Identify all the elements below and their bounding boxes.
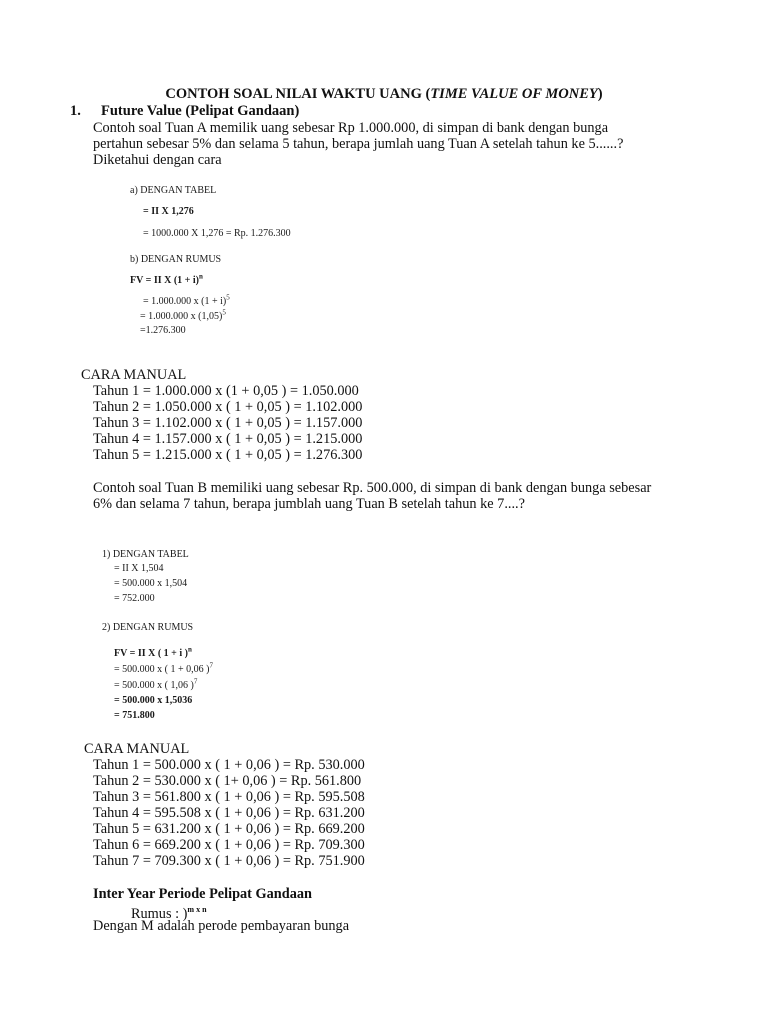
tabel-b-line-3: = 752.000 [114, 593, 155, 604]
rumus-line: Rumus : )$^{m x n}$ [131, 905, 207, 922]
manual-b-line-4: Tahun 4 = 595.508 x ( 1 + 0,06 ) = Rp. 631.200 [93, 805, 365, 821]
rumus-b-line-3: = 500.000 x ( 1,06 )$^7$ [114, 677, 198, 691]
rumus-a-line-2: = 1.000.000 x $(1 + i)^5$ [143, 293, 230, 307]
rumus-a-line-4: =1.276.300 [140, 325, 186, 336]
manual-b-line-3: Tahun 3 = 561.800 x ( 1 + 0,06 ) = Rp. 595.508 [93, 789, 365, 805]
rumus-b-fv: FV = II X ( 1 + i )$^n$ [114, 645, 192, 659]
rumus-b-line-2: = 500.000 x ( 1 + 0,06 )$^7$ [114, 661, 213, 675]
tabel-b-line-1: = II X 1,504 [114, 563, 164, 574]
problem-a-line-1: Contoh soal Tuan A memilik uang sebesar Rp 1.000.000, di simpan di bank dengan bunga [93, 120, 609, 136]
manual-a-line-5: Tahun 5 = 1.215.000 x ( 1 + 0,05 ) = 1.276.300 [93, 447, 363, 463]
problem-a-line-3: Diketahui dengan cara [93, 152, 222, 168]
m-note: Dengan M adalah perode pembayaran bunga [93, 918, 350, 934]
manual-a-line-4: Tahun 4 = 1.157.000 x ( 1 + 0,05 ) = 1.215.000 [93, 431, 363, 447]
tabel-a-line-2: = 1000.000 X 1,276 = Rp. 1.276.300 [143, 228, 291, 239]
rumus-a-label: b) DENGAN RUMUS [130, 254, 222, 265]
manual-b-line-2: Tahun 2 = 530.000 x ( 1+ 0,06 ) = Rp. 561.800 [93, 773, 362, 789]
problem-a-line-2: pertahun sebesar 5% dan selama 5 tahun, berapa jumlah uang Tuan A setelah tahun ke 5......? [93, 136, 624, 152]
tabel-a-label: a) DENGAN TABEL [130, 185, 217, 196]
rumus-b-label: 2) DENGAN RUMUS [102, 622, 194, 633]
inter-year-heading: Inter Year Periode Pelipat Gandaan [93, 886, 312, 902]
manual-a-line-1: Tahun 1 = 1.000.000 x (1 + 0,05 ) = 1.050.000 [93, 383, 359, 399]
tabel-b-label: 1) DENGAN TABEL [102, 549, 189, 560]
page-title: CONTOH SOAL NILAI WAKTU UANG (TIME VALUE OF MONEY) [165, 86, 603, 102]
problem-b-line-1: Contoh soal Tuan B memiliki uang sebesar Rp. 500.000, di simpan di bank dengan bunga sebesar [93, 480, 652, 496]
manual-a-label: CARA MANUAL [81, 367, 187, 383]
problem-b-line-2: 6% dan selama 7 tahun, berapa jumblah uang Tuan B setelah tahun ke 7....? [93, 496, 525, 512]
section-heading: Future Value (Pelipat Gandaan) [101, 103, 300, 119]
rumus-a-line-3: = 1.000.000 x $(1,05)^5$ [140, 308, 226, 322]
rumus-a-fv: FV = II X $(1 + i)^n$ [130, 272, 203, 286]
manual-a-line-3: Tahun 3 = 1.102.000 x ( 1 + 0,05 ) = 1.157.000 [93, 415, 363, 431]
section-number: 1. [70, 103, 81, 119]
manual-a-line-2: Tahun 2 = 1.050.000 x ( 1 + 0,05 ) = 1.102.000 [93, 399, 363, 415]
tabel-b-line-2: = 500.000 x 1,504 [114, 578, 188, 589]
manual-b-line-6: Tahun 6 = 669.200 x ( 1 + 0,06 ) = Rp. 709.300 [93, 837, 365, 853]
manual-b-line-7: Tahun 7 = 709.300 x ( 1 + 0,06 ) = Rp. 751.900 [93, 853, 365, 869]
rumus-b-line-4: = 500.000 x 1,5036 [114, 695, 193, 706]
manual-b-line-5: Tahun 5 = 631.200 x ( 1 + 0,06 ) = Rp. 669.200 [93, 821, 365, 837]
manual-b-line-1: Tahun 1 = 500.000 x ( 1 + 0,06 ) = Rp. 530.000 [93, 757, 365, 773]
rumus-b-line-5: = 751.800 [114, 710, 155, 721]
tabel-a-line-1: = II X 1,276 [143, 206, 194, 217]
manual-b-label: CARA MANUAL [84, 741, 190, 757]
